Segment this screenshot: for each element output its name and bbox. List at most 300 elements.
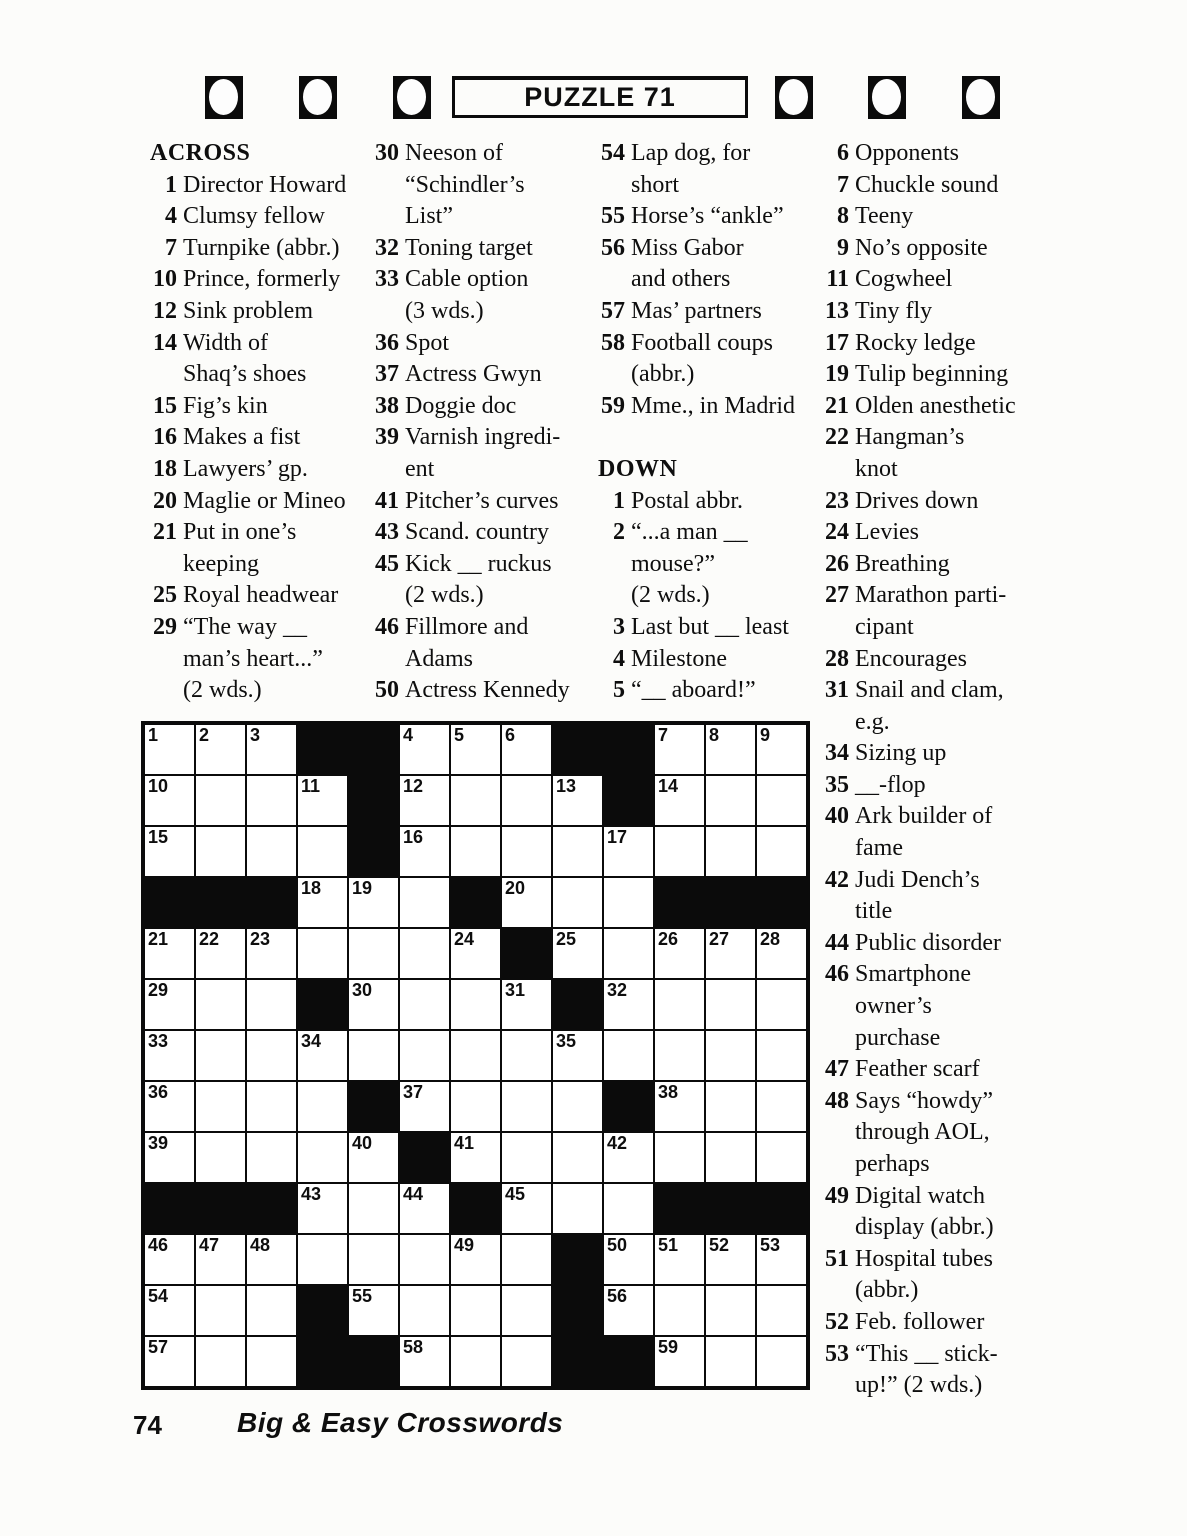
clue-down-19 bbox=[818, 359, 1050, 391]
clue-text: Ark builder of fame bbox=[855, 803, 993, 862]
grid-cell bbox=[144, 775, 195, 826]
clue-across-56 bbox=[594, 233, 826, 296]
grid-cell bbox=[705, 1132, 756, 1183]
clue-down-8 bbox=[818, 201, 1050, 233]
grid-cell bbox=[654, 826, 705, 877]
grid-cell-number: 3 bbox=[250, 725, 261, 745]
clue-across-12 bbox=[146, 296, 378, 328]
clue-across-30 bbox=[368, 138, 600, 233]
clue-down-52 bbox=[818, 1307, 1050, 1339]
clue-text: Opponents bbox=[855, 140, 959, 166]
grid-cell bbox=[450, 1132, 501, 1183]
clue-number: 12 bbox=[153, 297, 177, 324]
clue-across-10 bbox=[146, 264, 378, 296]
clue-across-15 bbox=[146, 391, 378, 423]
clue-down-47 bbox=[818, 1054, 1050, 1086]
grid-cell bbox=[552, 1132, 603, 1183]
grid-cell bbox=[297, 1030, 348, 1081]
grid-cell bbox=[246, 826, 297, 877]
grid-cell bbox=[705, 724, 756, 775]
grid-cell-number: 4 bbox=[403, 725, 414, 745]
clue-down-21 bbox=[818, 391, 1050, 423]
grid-cell bbox=[195, 1285, 246, 1336]
grid-cell-number: 35 bbox=[556, 1031, 577, 1051]
grid-cell bbox=[246, 1234, 297, 1285]
grid-cell bbox=[756, 775, 807, 826]
grid-cell-number: 19 bbox=[352, 878, 373, 898]
clue-column-1 bbox=[146, 138, 378, 707]
grid-cell bbox=[756, 1081, 807, 1132]
grid-cell bbox=[552, 877, 603, 928]
clue-text: Last but __ least bbox=[631, 613, 789, 640]
grid-cell bbox=[399, 877, 450, 928]
clue-down-48 bbox=[818, 1086, 1050, 1181]
clue-text: Spot bbox=[405, 329, 450, 356]
grid-cell-number: 37 bbox=[403, 1082, 424, 1102]
clue-down-53 bbox=[818, 1339, 1050, 1402]
clue-down-11 bbox=[818, 264, 1050, 296]
clue-text: Varnish ingredi- ent bbox=[405, 424, 561, 482]
clue-number: 3 bbox=[613, 613, 625, 640]
grid-cell bbox=[144, 826, 195, 877]
grid-cell bbox=[552, 1030, 603, 1081]
clue-across-33 bbox=[368, 264, 600, 327]
grid-cell bbox=[246, 775, 297, 826]
grid-black-cell bbox=[348, 826, 399, 877]
grid-black-cell bbox=[603, 775, 654, 826]
grid-cell bbox=[399, 1030, 450, 1081]
grid-cell bbox=[297, 1081, 348, 1132]
crossword-grid bbox=[141, 721, 810, 1390]
clue-text: Lap dog, for short bbox=[631, 140, 751, 198]
grid-black-cell bbox=[654, 1183, 705, 1234]
grid-cell bbox=[705, 979, 756, 1030]
grid-cell-number: 48 bbox=[250, 1235, 271, 1255]
grid-cell bbox=[552, 826, 603, 877]
clue-text: Judi Dench’s title bbox=[855, 866, 980, 925]
clue-number: 4 bbox=[165, 203, 177, 230]
clue-down-3 bbox=[594, 612, 826, 644]
clue-across-14 bbox=[146, 328, 378, 391]
grid-cell-number: 28 bbox=[760, 929, 781, 949]
clue-text: Marathon parti- cipant bbox=[855, 582, 1007, 640]
column-gap bbox=[594, 422, 826, 454]
page-number: 74 bbox=[133, 1410, 162, 1440]
grid-cell-number: 23 bbox=[250, 929, 271, 949]
clue-number: 15 bbox=[153, 392, 177, 419]
clue-down-9 bbox=[818, 233, 1050, 265]
clue-number: 57 bbox=[601, 297, 625, 324]
grid-cell bbox=[399, 724, 450, 775]
clue-text: Feb. follower bbox=[855, 1308, 985, 1335]
clue-across-59 bbox=[594, 391, 826, 423]
grid-cell bbox=[348, 979, 399, 1030]
clue-text: “This __ stick- up!” (2 wds.) bbox=[855, 1340, 998, 1399]
clue-across-50 bbox=[368, 675, 600, 707]
circle-in-square-ornament-icon bbox=[868, 76, 906, 119]
clue-text: Rocky ledge bbox=[855, 329, 976, 356]
grid-cell bbox=[705, 1285, 756, 1336]
clue-number: 59 bbox=[601, 392, 625, 419]
grid-black-cell bbox=[756, 877, 807, 928]
grid-cell bbox=[756, 1132, 807, 1183]
grid-cell bbox=[450, 1336, 501, 1387]
grid-cell-number: 42 bbox=[607, 1133, 628, 1153]
grid-cell-number: 12 bbox=[403, 776, 424, 796]
clue-down-22 bbox=[818, 422, 1050, 485]
clue-text: Breathing bbox=[855, 550, 950, 577]
grid-cell-number: 14 bbox=[658, 776, 679, 796]
grid-cell bbox=[195, 1081, 246, 1132]
grid-black-cell bbox=[450, 1183, 501, 1234]
grid-cell-number: 49 bbox=[454, 1235, 475, 1255]
clue-number: 50 bbox=[375, 677, 399, 704]
grid-cell-number: 41 bbox=[454, 1133, 475, 1153]
grid-cell bbox=[144, 1081, 195, 1132]
grid-cell-number: 2 bbox=[199, 725, 210, 745]
grid-cell bbox=[144, 1030, 195, 1081]
grid-cell bbox=[705, 1081, 756, 1132]
grid-black-cell bbox=[552, 724, 603, 775]
clue-number: 11 bbox=[826, 266, 849, 293]
grid-black-cell bbox=[348, 1336, 399, 1387]
clue-number: 31 bbox=[825, 677, 849, 704]
grid-cell-number: 43 bbox=[301, 1184, 322, 1204]
grid-cell bbox=[603, 826, 654, 877]
grid-cell bbox=[144, 979, 195, 1030]
clue-number: 14 bbox=[153, 329, 177, 356]
grid-cell-number: 11 bbox=[301, 776, 321, 796]
grid-cell bbox=[195, 1132, 246, 1183]
clue-number: 39 bbox=[375, 424, 399, 451]
grid-black-cell bbox=[195, 877, 246, 928]
clue-number: 13 bbox=[825, 297, 849, 324]
grid-cell bbox=[450, 724, 501, 775]
grid-black-cell bbox=[450, 877, 501, 928]
grid-cell bbox=[246, 1132, 297, 1183]
grid-cell-number: 18 bbox=[301, 878, 322, 898]
grid-cell-number: 52 bbox=[709, 1235, 730, 1255]
grid-cell-number: 39 bbox=[148, 1133, 169, 1153]
grid-cell bbox=[144, 928, 195, 979]
clue-down-44 bbox=[818, 928, 1050, 960]
circle-in-square-ornament-icon bbox=[205, 76, 243, 119]
grid-cell bbox=[756, 979, 807, 1030]
clue-text: Actress Gwyn bbox=[405, 361, 542, 388]
grid-cell-number: 21 bbox=[148, 929, 169, 949]
grid-black-cell bbox=[348, 775, 399, 826]
grid-cell-number: 9 bbox=[760, 725, 771, 745]
grid-cell bbox=[246, 1030, 297, 1081]
clue-across-55 bbox=[594, 201, 826, 233]
clue-across-58 bbox=[594, 328, 826, 391]
clue-across-54 bbox=[594, 138, 826, 201]
clue-down-7 bbox=[818, 170, 1050, 202]
clue-across-7 bbox=[146, 233, 378, 265]
grid-cell bbox=[450, 979, 501, 1030]
clue-number: 2 bbox=[613, 519, 625, 546]
grid-cell bbox=[756, 1030, 807, 1081]
clue-across-43 bbox=[368, 517, 600, 549]
grid-cell-number: 8 bbox=[709, 725, 720, 745]
clue-number: 45 bbox=[375, 550, 399, 577]
grid-cell bbox=[246, 724, 297, 775]
grid-cell bbox=[501, 1081, 552, 1132]
grid-cell bbox=[654, 1285, 705, 1336]
puzzle-title: PUZZLE 71 bbox=[524, 82, 676, 112]
clue-number: 58 bbox=[601, 329, 625, 356]
grid-cell bbox=[705, 1030, 756, 1081]
grid-cell-number: 44 bbox=[403, 1184, 424, 1204]
clue-across-36 bbox=[368, 328, 600, 360]
grid-black-cell bbox=[603, 1081, 654, 1132]
clue-across-38 bbox=[368, 391, 600, 423]
clue-across-29 bbox=[146, 612, 378, 707]
grid-cell bbox=[705, 775, 756, 826]
clue-number: 55 bbox=[601, 203, 625, 230]
grid-cell bbox=[756, 826, 807, 877]
grid-black-cell bbox=[246, 1183, 297, 1234]
grid-cell bbox=[756, 1285, 807, 1336]
grid-cell-number: 50 bbox=[607, 1235, 628, 1255]
grid-cell bbox=[705, 1234, 756, 1285]
grid-cell-number: 22 bbox=[199, 929, 220, 949]
grid-cell bbox=[144, 1234, 195, 1285]
grid-cell bbox=[348, 1285, 399, 1336]
grid-black-cell bbox=[399, 1132, 450, 1183]
clue-text: Prince, formerly bbox=[183, 266, 341, 293]
grid-cell bbox=[348, 877, 399, 928]
grid-cell bbox=[450, 1234, 501, 1285]
clue-number: 9 bbox=[837, 234, 849, 261]
grid-cell bbox=[144, 1336, 195, 1387]
grid-cell bbox=[603, 1234, 654, 1285]
clue-text: Kick __ ruckus (2 wds.) bbox=[405, 550, 552, 609]
grid-cell-number: 54 bbox=[148, 1286, 169, 1306]
grid-cell bbox=[501, 826, 552, 877]
grid-cell-number: 7 bbox=[658, 725, 669, 745]
grid-cell bbox=[501, 877, 552, 928]
clue-across-37 bbox=[368, 359, 600, 391]
grid-cell bbox=[654, 775, 705, 826]
grid-cell bbox=[144, 1132, 195, 1183]
grid-black-cell bbox=[603, 1336, 654, 1387]
grid-cell bbox=[348, 1030, 399, 1081]
clue-down-23 bbox=[818, 486, 1050, 518]
clue-number: 47 bbox=[825, 1056, 849, 1083]
clue-down-28 bbox=[818, 644, 1050, 676]
clue-text: Put in one’s keeping bbox=[183, 519, 297, 577]
clue-text: “The way __ man’s heart...” (2 wds.) bbox=[183, 613, 323, 704]
clue-number: 34 bbox=[825, 740, 849, 767]
grid-cell bbox=[399, 1183, 450, 1234]
clue-text: Lawyers’ gp. bbox=[183, 455, 308, 482]
grid-black-cell bbox=[603, 724, 654, 775]
grid-cell bbox=[603, 877, 654, 928]
clue-number: 41 bbox=[375, 487, 399, 514]
grid-cell-number: 46 bbox=[148, 1235, 169, 1255]
across-heading: ACROSS bbox=[150, 140, 251, 166]
down-heading: DOWN bbox=[598, 455, 678, 482]
clue-number: 46 bbox=[825, 961, 849, 988]
grid-cell-number: 45 bbox=[505, 1184, 526, 1204]
grid-black-cell bbox=[144, 877, 195, 928]
clue-text: Levies bbox=[855, 519, 919, 546]
grid-cell-number: 1 bbox=[148, 725, 159, 745]
grid-cell bbox=[450, 928, 501, 979]
grid-black-cell bbox=[552, 1336, 603, 1387]
clue-down-34 bbox=[818, 738, 1050, 770]
clue-down-26 bbox=[818, 549, 1050, 581]
grid-cell bbox=[399, 928, 450, 979]
clue-text: Neeson of “Schindler’s List” bbox=[405, 140, 525, 230]
grid-cell bbox=[348, 1183, 399, 1234]
clue-text: Milestone bbox=[631, 645, 727, 672]
clue-text: Tiny fly bbox=[855, 297, 933, 324]
clue-text: Cable option (3 wds.) bbox=[405, 266, 529, 324]
grid-black-cell bbox=[297, 1285, 348, 1336]
clue-text: No’s opposite bbox=[855, 234, 988, 261]
grid-cell bbox=[654, 1234, 705, 1285]
clue-number: 35 bbox=[825, 771, 849, 798]
grid-cell bbox=[195, 1030, 246, 1081]
grid-cell bbox=[501, 1285, 552, 1336]
grid-black-cell bbox=[297, 979, 348, 1030]
grid-cell bbox=[399, 1234, 450, 1285]
clue-text: Postal abbr. bbox=[631, 487, 743, 514]
clue-text: Football coups (abbr.) bbox=[631, 329, 773, 388]
grid-cell bbox=[348, 1234, 399, 1285]
grid-cell-number: 32 bbox=[607, 980, 628, 1000]
grid-cell bbox=[756, 724, 807, 775]
grid-cell-number: 57 bbox=[148, 1337, 169, 1357]
grid-cell bbox=[297, 1183, 348, 1234]
clue-text: Turnpike (abbr.) bbox=[183, 234, 340, 261]
grid-cell-number: 38 bbox=[658, 1082, 679, 1102]
grid-cell bbox=[705, 1336, 756, 1387]
clue-number: 52 bbox=[825, 1308, 849, 1335]
grid-cell bbox=[348, 928, 399, 979]
grid-cell bbox=[501, 1336, 552, 1387]
clue-number: 22 bbox=[825, 424, 849, 451]
grid-cell bbox=[501, 1132, 552, 1183]
clue-across-39 bbox=[368, 422, 600, 485]
clue-down-42 bbox=[818, 865, 1050, 928]
clue-text: Scand. country bbox=[405, 519, 549, 546]
clue-down-2 bbox=[594, 517, 826, 612]
clue-text: Says “howdy” through AOL, perhaps bbox=[855, 1087, 993, 1177]
grid-cell bbox=[756, 928, 807, 979]
clue-down-31 bbox=[818, 675, 1050, 738]
grid-cell-number: 24 bbox=[454, 929, 475, 949]
clue-down-4 bbox=[594, 644, 826, 676]
clue-across-1 bbox=[146, 170, 378, 202]
grid-cell bbox=[399, 775, 450, 826]
grid-cell bbox=[450, 775, 501, 826]
grid-cell bbox=[501, 724, 552, 775]
clue-text: Hospital tubes (abbr.) bbox=[855, 1245, 993, 1304]
grid-black-cell bbox=[144, 1183, 195, 1234]
clue-number: 5 bbox=[613, 677, 625, 704]
grid-cell bbox=[348, 1132, 399, 1183]
clue-number: 1 bbox=[613, 487, 625, 514]
clue-number: 4 bbox=[613, 645, 625, 672]
grid-cell-number: 29 bbox=[148, 980, 169, 1000]
grid-cell bbox=[450, 1285, 501, 1336]
clue-text: Hangman’s knot bbox=[855, 424, 965, 482]
grid-cell-number: 10 bbox=[148, 776, 169, 796]
grid-cell bbox=[654, 928, 705, 979]
clue-number: 53 bbox=[825, 1340, 849, 1367]
clue-down-1 bbox=[594, 486, 826, 518]
clue-number: 56 bbox=[601, 234, 625, 261]
clue-across-4 bbox=[146, 201, 378, 233]
clue-text: Maglie or Mineo bbox=[183, 487, 346, 514]
grid-cell bbox=[756, 1234, 807, 1285]
circle-in-square-ornament-icon bbox=[299, 76, 337, 119]
clue-across-32 bbox=[368, 233, 600, 265]
grid-black-cell bbox=[195, 1183, 246, 1234]
circle-in-square-ornament-icon bbox=[962, 76, 1000, 119]
grid-black-cell bbox=[297, 724, 348, 775]
clue-number: 24 bbox=[825, 519, 849, 546]
grid-cell bbox=[195, 1234, 246, 1285]
clue-number: 7 bbox=[837, 171, 849, 198]
grid-cell-number: 15 bbox=[148, 827, 169, 847]
grid-cell-number: 51 bbox=[658, 1235, 679, 1255]
clue-text: Fig’s kin bbox=[183, 392, 268, 419]
clue-number: 27 bbox=[825, 582, 849, 609]
clue-text: __-flop bbox=[855, 771, 926, 798]
grid-cell-number: 13 bbox=[556, 776, 577, 796]
clue-text: Horse’s “ankle” bbox=[631, 203, 784, 230]
grid-cell-number: 25 bbox=[556, 929, 577, 949]
grid-cell bbox=[654, 1081, 705, 1132]
clue-text: Sink problem bbox=[183, 297, 313, 324]
clue-number: 38 bbox=[375, 392, 399, 419]
grid-cell bbox=[246, 1336, 297, 1387]
clue-number: 19 bbox=[825, 361, 849, 388]
clue-number: 32 bbox=[375, 234, 399, 261]
clue-text: Digital watch display (abbr.) bbox=[855, 1182, 994, 1241]
grid-cell bbox=[705, 826, 756, 877]
grid-cell bbox=[399, 979, 450, 1030]
circle-in-square-ornament-icon bbox=[775, 76, 813, 119]
grid-cell bbox=[399, 1081, 450, 1132]
grid-cell bbox=[297, 877, 348, 928]
clue-number: 40 bbox=[825, 803, 849, 830]
clue-text: Encourages bbox=[855, 645, 967, 672]
grid-cell bbox=[603, 928, 654, 979]
grid-cell-number: 30 bbox=[352, 980, 373, 1000]
grid-cell bbox=[552, 1183, 603, 1234]
grid-black-cell bbox=[348, 1081, 399, 1132]
grid-cell bbox=[195, 979, 246, 1030]
grid-cell-number: 47 bbox=[199, 1235, 220, 1255]
grid-cell bbox=[297, 775, 348, 826]
clue-across-41 bbox=[368, 486, 600, 518]
clue-across-16 bbox=[146, 422, 378, 454]
grid-black-cell bbox=[501, 928, 552, 979]
clue-number: 54 bbox=[601, 140, 625, 166]
clue-number: 6 bbox=[837, 140, 849, 166]
clue-across-45 bbox=[368, 549, 600, 612]
grid-black-cell bbox=[246, 877, 297, 928]
grid-cell bbox=[552, 775, 603, 826]
clue-text: “__ aboard!” bbox=[631, 677, 756, 704]
clue-number: 26 bbox=[825, 550, 849, 577]
clue-text: Snail and clam, e.g. bbox=[855, 677, 1004, 735]
